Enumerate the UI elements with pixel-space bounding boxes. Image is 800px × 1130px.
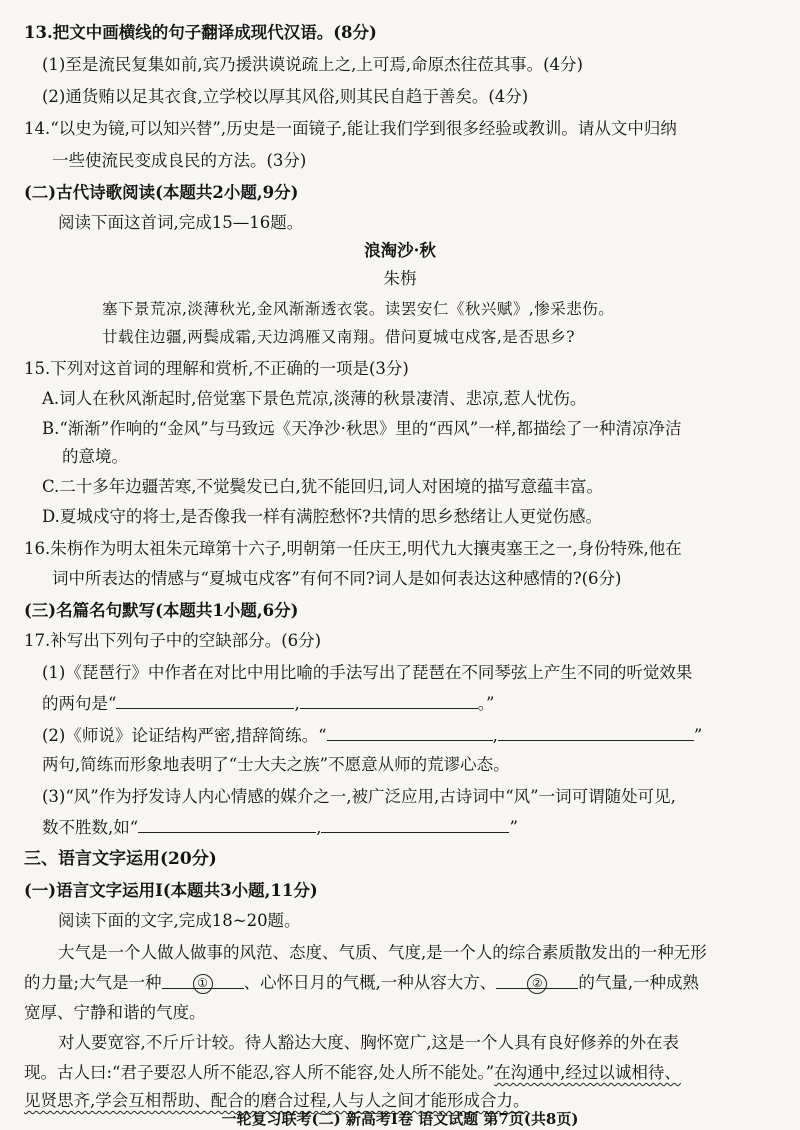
- p1-l2-segment-a: 的力量;大气是一种: [24, 973, 162, 992]
- question-15: 15.下列对这首词的理解和赏析,不正确的一项是(3分): [24, 359, 409, 378]
- wavy-underlined-text: 在沟通中,经过以诚相待、: [494, 1063, 681, 1082]
- blank-marker-1: ①: [193, 974, 213, 994]
- question-15-option-a: A.词人在秋风渐起时,倍觉塞下景色荒凉,淡薄的秋景凄清、悲凉,惹人忧伤。: [42, 389, 587, 408]
- question-17-part-2-line-1: [42, 724, 702, 747]
- question-17-part-3-line-2: [42, 816, 518, 839]
- page-footer: 一轮复习联考(二) 新高考Ⅰ卷 语文试题 第7页(共8页): [221, 1110, 579, 1128]
- blank-1[interactable]: [162, 972, 244, 989]
- paragraph-1-line-2: [24, 972, 699, 994]
- poem-line-1: 塞下景荒凉,淡薄秋光,金风渐渐透衣裳。读罢安仁《秋兴赋》,惨采悲伤。: [102, 300, 615, 318]
- answer-blank[interactable]: [327, 724, 493, 741]
- q17-1-prefix: 的两句是“: [42, 694, 117, 713]
- answer-blank[interactable]: [116, 692, 294, 709]
- q17-3-suffix: ”: [509, 818, 518, 837]
- paragraph-2-line-3: 见贤思齐,学会互相帮助、配合的磨合过程,人与人之间才能形成合力。: [24, 1091, 530, 1110]
- q17-2-separator: ,: [492, 726, 498, 745]
- question-14-line-2: 一些使流民变成良民的方法。(3分): [52, 151, 307, 170]
- p2-l2-segment-a: 现。古人曰:“君子要忍人所不能忍,容人所不能容,处人所不能处。”: [24, 1063, 495, 1082]
- poem-author: 朱栴: [383, 269, 417, 288]
- q17-2-prefix: (2)《师说》论证结构严密,措辞简练。“: [42, 726, 327, 745]
- poem-title: 浪淘沙·秋: [364, 241, 436, 260]
- section-2-3-heading: (三)名篇名句默写(本题共1小题,6分): [24, 601, 299, 620]
- poem-instruction: 阅读下面这首词,完成15—16题。: [58, 213, 304, 232]
- text-instruction: 阅读下面的文字,完成18~20题。: [58, 911, 301, 930]
- question-17-part-1-line-2: [42, 692, 494, 715]
- section-3-heading: 三、语言文字运用(20分): [24, 849, 217, 869]
- question-17: 17.补写出下列句子中的空缺部分。(6分): [24, 631, 322, 650]
- question-17-part-2-line-2: 两句,简练而形象地表明了“士大夫之族”不愿意从师的荒谬心态。: [42, 755, 510, 774]
- answer-blank[interactable]: [300, 692, 478, 709]
- question-15-option-c: C.二十多年边疆苦寒,不觉鬓发已白,犹不能回归,词人对困境的描写意蕴丰富。: [42, 477, 604, 496]
- question-13: 13.把文中画横线的句子翻译成现代汉语。(8分): [24, 23, 377, 42]
- answer-blank[interactable]: [138, 816, 316, 833]
- paragraph-2-line-2: [24, 1062, 681, 1084]
- question-17-part-3-line-1: (3)“风”作为抒发诗人内心情感的媒介之一,被广泛应用,古诗词中“风”一词可谓随处可见,: [42, 787, 676, 806]
- q17-1-suffix: 。”: [477, 694, 495, 713]
- section-3-1-heading: (一)语言文字运用Ⅰ(本题共3小题,11分): [24, 881, 318, 900]
- p1-l2-segment-b: 、心怀日月的气概,一种从容大方、: [243, 973, 497, 992]
- paragraph-1-line-1: 大气是一个人做人做事的风范、态度、气质、气度,是一个人的综合素质散发出的一种无形: [58, 943, 707, 962]
- question-14-line-1: 14.“以史为镜,可以知兴替”,历史是一面镜子,能让我们学到很多经验或教训。请从文中归纳: [24, 119, 677, 138]
- section-2-2-heading: (二)古代诗歌阅读(本题共2小题,9分): [24, 183, 299, 202]
- question-13-part-2: (2)通货贿以足其衣食,立学校以厚其风俗,则其民自趋于善矣。(4分): [42, 87, 529, 106]
- q17-1-separator: ,: [294, 694, 300, 713]
- paragraph-2-line-1: 对人要宽容,不斤斤计较。待人豁达大度、胸怀宽广,这是一个人具有良好修养的外在表: [58, 1033, 679, 1052]
- poem-line-2: 廿载住边疆,两鬓成霜,天边鸿雁又南翔。借问夏城屯戍客,是否思乡?: [102, 328, 576, 346]
- question-13-part-1: (1)至是流民复集如前,宾乃援洪谟说疏上之,上可焉,命原杰往莅其事。(4分): [42, 55, 583, 74]
- paragraph-1-line-3: 宽厚、宁静和谐的气度。: [24, 1003, 206, 1022]
- blank-marker-2: ②: [527, 974, 547, 994]
- blank-2[interactable]: [496, 972, 578, 989]
- question-17-part-1-line-1: (1)《琵琶行》中作者在对比中用比喻的手法写出了琵琶在不同琴弦上产生不同的听觉效果: [42, 663, 693, 682]
- q17-3-prefix: 数不胜数,如“: [42, 818, 139, 837]
- answer-blank[interactable]: [498, 724, 694, 741]
- question-15-option-d: D.夏城戍守的将士,是否像我一样有满腔愁怀?共情的思乡愁绪让人更觉伤感。: [42, 507, 602, 526]
- answer-blank[interactable]: [321, 816, 509, 833]
- p1-l2-segment-c: 的气量,一种成熟: [578, 973, 700, 992]
- question-16-line-2: 词中所表达的情感与“夏城屯戍客”有何不同?词人是如何表达这种感情的?(6分): [52, 569, 622, 588]
- question-16-line-1: 16.朱栴作为明太祖朱元璋第十六子,明朝第一任庆王,明代九大攘夷塞王之一,身份特殊,他在: [24, 539, 682, 558]
- q17-3-separator: ,: [316, 818, 322, 837]
- q17-2-suffix: ”: [693, 726, 703, 745]
- question-15-option-b-line-1: B.“渐渐”作响的“金风”与马致远《天净沙·秋思》里的“西风”一样,都描绘了一种清凉净洁: [42, 419, 682, 438]
- question-15-option-b-line-2: 的意境。: [62, 447, 128, 466]
